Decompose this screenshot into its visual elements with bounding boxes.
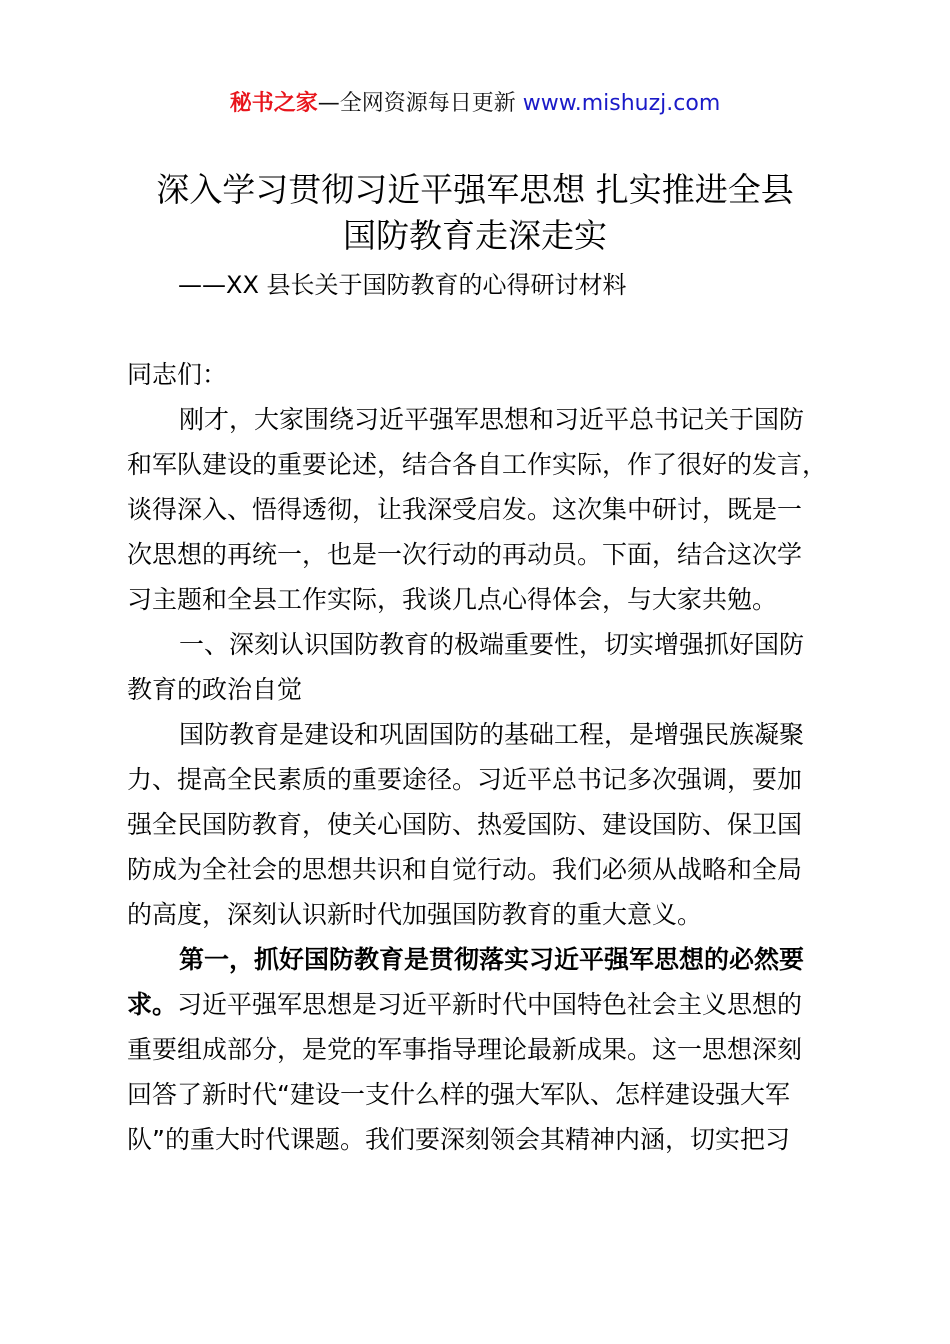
document-subtitle: ——XX 县长关于国防教育的心得研讨材料 [178,271,627,299]
body-line: 的高度，深刻认识新时代加强国防教育的重大意义。 [127,900,703,929]
body-line: 强全民国防教育，使关心国防、热爱国防、建设国防、保卫国 [127,810,803,839]
document-title-line-1: 深入学习贯彻习近平强军思想 扎实推进全县 [156,170,794,209]
banner-tagline: —全网资源每日更新 [317,91,516,116]
bold-point-end: 求。 [127,990,178,1019]
banner-url-link[interactable]: www.mishuzj.com [522,91,721,116]
banner-brand: 秘书之家 [229,91,318,116]
body-line: 次思想的再统一，也是一次行动的再动员。下面，结合这次学 [127,540,803,569]
body-line: 刚才，大家围绕习近平强军思想和习近平总书记关于国防 [179,405,805,434]
document-body [127,352,837,1162]
body-line: 谈得深入、悟得透彻，让我深受启发。这次集中研讨，既是一 [127,495,803,524]
salutation: 同志们： [127,360,228,389]
body-line: 和军队建设的重要论述，结合各自工作实际，作了很好的发言， [127,450,828,479]
body-line: 习主题和全县工作实际，我谈几点心得体会，与大家共勉。 [127,585,778,614]
body-line: 队”的重大时代课题。我们要深刻领会其精神内涵，切实把习 [127,1125,790,1154]
section-heading-line: 一、深刻认识国防教育的极端重要性，切实增强抓好国防 [179,630,805,659]
body-line: 国防教育是建设和巩固国防的基础工程，是增强民族凝聚 [179,720,805,749]
section-heading-line: 教育的政治自觉 [127,675,303,704]
bold-point-line: 第一，抓好国防教育是贯彻落实习近平强军思想的必然要 [179,945,805,974]
body-line: 回答了新时代“建设一支什么样的强大军队、怎样建设强大军 [127,1080,790,1109]
site-banner [0,88,950,120]
body-line: 防成为全社会的思想共识和自觉行动。我们必须从战略和全局 [127,855,803,884]
body-line: 重要组成部分，是党的军事指导理论最新成果。这一思想深刻 [127,1035,803,1064]
body-line [127,982,837,1027]
body-line: 力、提高全民素质的重要途径。习近平总书记多次强调，要加 [127,765,803,794]
document-title-line-2: 国防教育走深走实 [343,216,607,255]
body-line-text: 习近平强军思想是习近平新时代中国特色社会主义思想的 [177,990,803,1019]
